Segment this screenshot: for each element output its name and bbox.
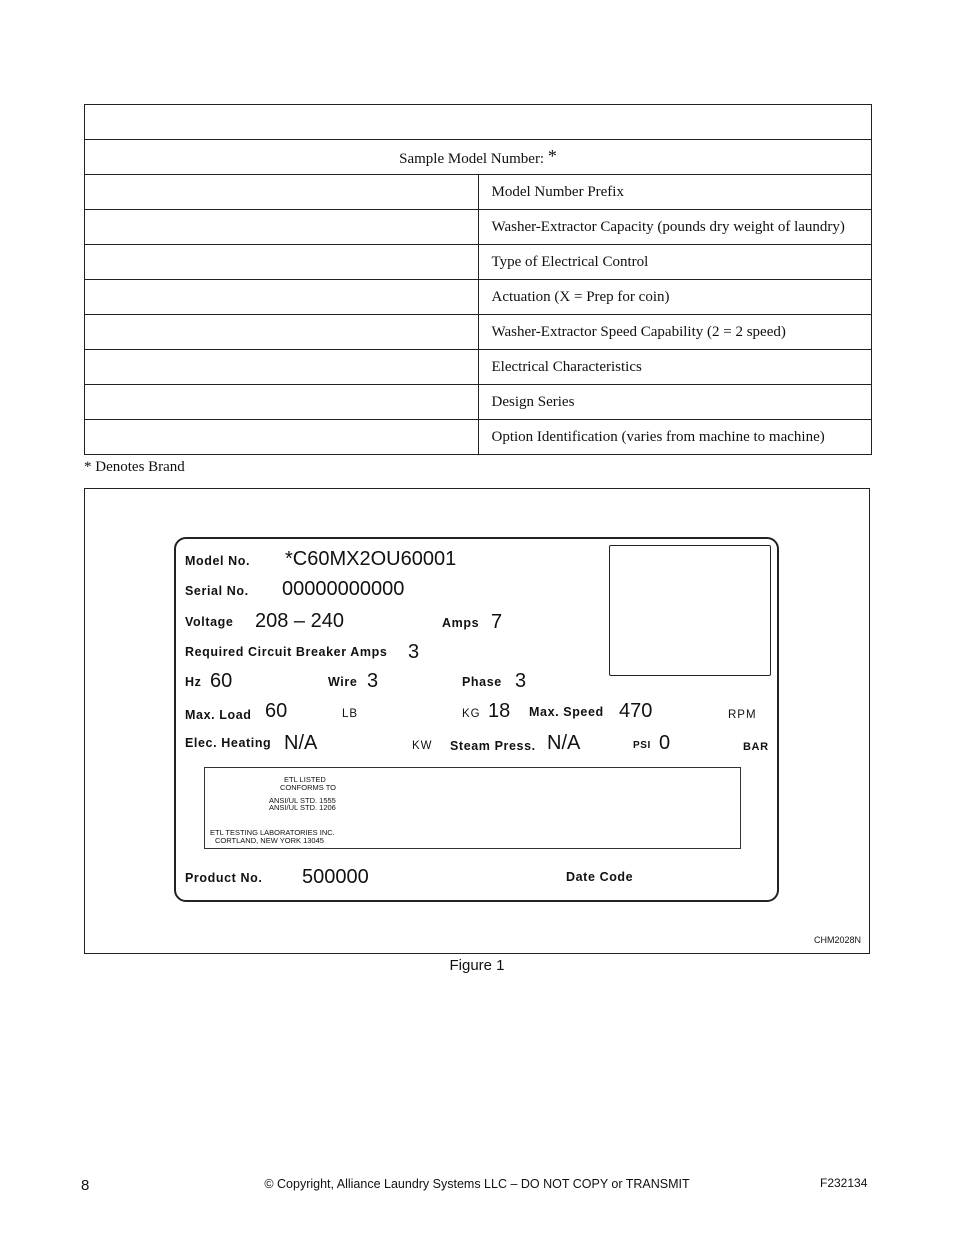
psi-unit: PSI [633,740,651,751]
model-value: *C60MX2OU60001 [285,548,457,570]
max-load-value: 60 [265,700,288,722]
sample-model-mark: * [547,145,557,166]
product-no-label: Product No. [185,871,263,885]
wire-value: 3 [367,670,379,692]
etl-lab-address: CORTLAND, NEW YORK 13045 [215,836,324,845]
description-cell: Electrical Characteristics [478,350,872,385]
table-row [85,245,872,280]
etl-lab-name: ETL TESTING LABORATORIES INC. [210,828,335,837]
table-header-row [85,105,872,140]
max-speed-value: 470 [619,700,653,722]
figure-caption: Figure 1 [449,957,505,974]
steam-press-label: Steam Press. [450,739,536,753]
breaker-value: 3 [408,641,420,663]
table-row [85,315,872,350]
code-cell [85,210,479,245]
description-cell: Washer-Extractor Capacity (pounds dry weight of laundry) [478,210,872,245]
code-cell [85,280,479,315]
table-row [85,280,872,315]
code-cell [85,245,479,280]
hz-value: 60 [210,670,233,692]
footnote: * Denotes Brand [84,459,185,475]
wire-label: Wire [328,675,358,689]
copyright-notice: © Copyright, Alliance Laundry Systems LLC – DO NOT COPY or TRANSMIT [264,1177,690,1191]
description-cell: Type of Electrical Control [478,245,872,280]
description-cell: Option Identification (varies from machine to machine) [478,420,872,455]
code-cell [85,385,479,420]
max-load-label: Max. Load [185,708,252,722]
hz-label: Hz [185,675,202,689]
description-cell: Actuation (X = Prep for coin) [478,280,872,315]
code-cell [85,175,479,210]
sample-model-label: Sample Model Number: [399,150,545,167]
sample-model-cell [85,140,872,175]
description-cell: Washer-Extractor Speed Capability (2 = 2 speed) [478,315,872,350]
kg-value: 18 [488,700,511,722]
amps-value: 7 [491,611,503,633]
code-cell [85,315,479,350]
table-row [85,210,872,245]
table-row [85,420,872,455]
table-header-cell [85,105,872,140]
max-speed-label: Max. Speed [529,705,604,719]
figure-id: CHM2028N [813,935,861,945]
model-label: Model No. [185,554,251,568]
table-row [85,350,872,385]
etl-listed-text: ETL LISTED [284,775,326,784]
voltage-value: 208 – 240 [255,610,344,632]
code-cell [85,350,479,385]
etl-standard-2: ANSI/UL STD. 1206 [269,803,336,812]
description-cell: Model Number Prefix [478,175,872,210]
document-id: F232134 [820,1176,868,1190]
kw-unit: KW [412,740,433,752]
bar-unit: BAR [743,741,769,753]
serial-label: Serial No. [185,584,249,598]
sample-model-row [85,140,872,175]
etl-standard-1: ANSI/UL STD. 1555 [269,796,336,805]
amps-label: Amps [442,616,480,630]
steam-press-value: N/A [547,732,581,754]
elec-heating-label: Elec. Heating [185,736,272,750]
code-cell [85,420,479,455]
elec-heating-value: N/A [284,732,318,754]
breaker-label: Required Circuit Breaker Amps [185,645,388,659]
phase-label: Phase [462,675,502,689]
lb-unit: LB [342,708,359,720]
product-no-value: 500000 [302,866,369,888]
rpm-unit: RPM [728,709,757,721]
description-cell: Design Series [478,385,872,420]
logo-placeholder [609,545,771,676]
phase-value: 3 [515,670,527,692]
psi-value: 0 [659,732,671,754]
voltage-label: Voltage [185,615,234,629]
date-code-label: Date Code [566,870,634,884]
serial-value: 00000000000 [282,578,405,600]
table-row [85,175,872,210]
model-number-table [84,104,872,455]
kg-unit: KG [462,708,481,720]
etl-conforms-text: CONFORMS TO [280,783,336,792]
page-number: 8 [81,1177,90,1194]
table-row [85,385,872,420]
